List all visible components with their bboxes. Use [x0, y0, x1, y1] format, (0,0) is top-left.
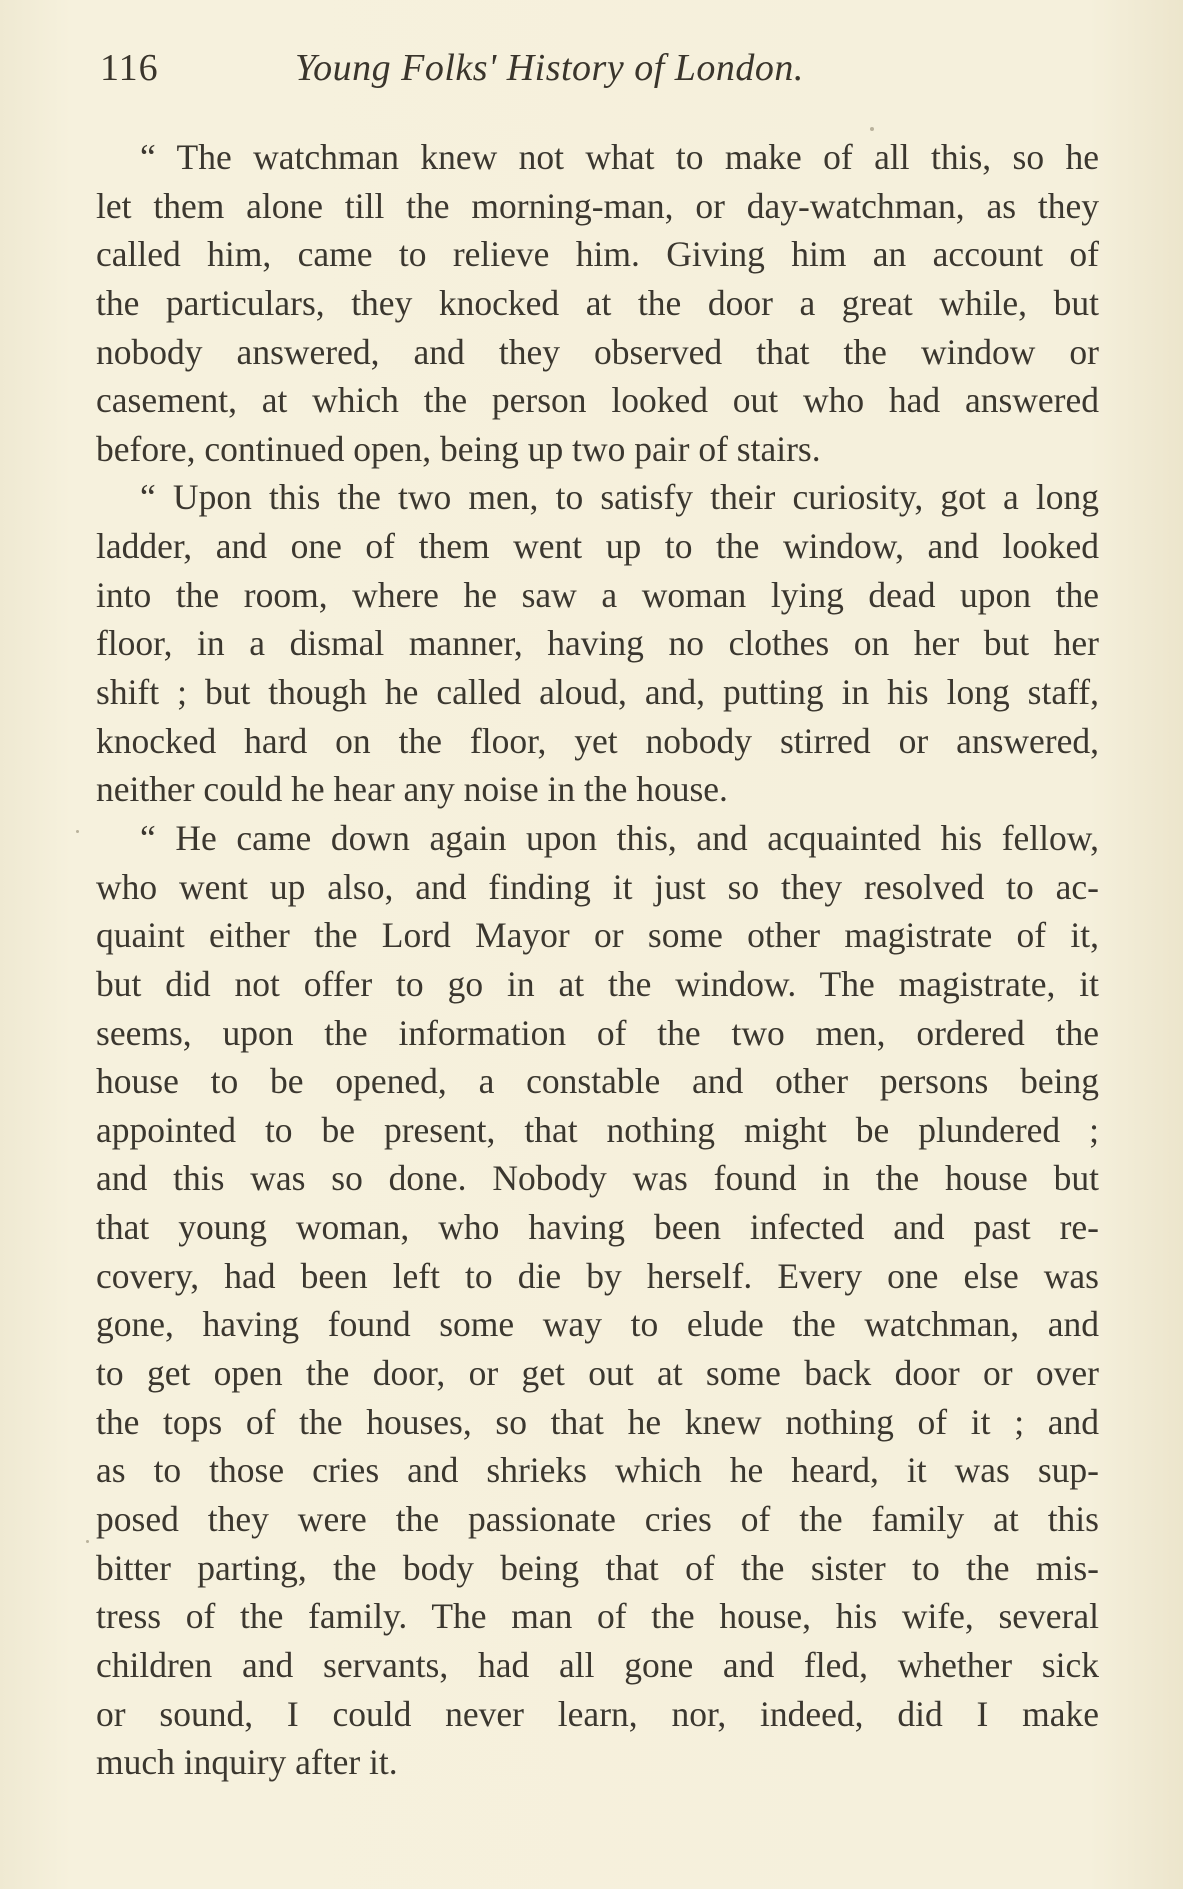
text-line: quaint either the Lord Mayor or some other magistrate of it,: [96, 915, 1099, 956]
text-line: floor, in a dismal manner, having no clothes on her but her: [96, 623, 1099, 664]
text-line: called him, came to relieve him. Giving him an account of: [96, 234, 1099, 275]
text-line: much inquiry after it.: [96, 1742, 398, 1783]
text-line: but did not offer to go in at the window. The magistrate, it: [96, 963, 1099, 1004]
text-line: nobody answered, and they observed that the window or: [96, 331, 1099, 372]
running-title: Young Folks' History of London.: [295, 47, 804, 89]
text-line: to get open the door, or get out at some back door or over: [96, 1353, 1099, 1394]
body-text: [96, 133, 1099, 1787]
text-line: ladder, and one of them went up to the window, and looked: [96, 526, 1099, 567]
text-line: bitter parting, the body being that of the sister to the mis-: [96, 1547, 1099, 1588]
text-line: the particulars, they knocked at the door a great while, but: [96, 282, 1099, 323]
text-line: or sound, I could never learn, nor, indeed, did I make: [96, 1693, 1099, 1734]
text-line: and this was so done. Nobody was found in the house but: [96, 1158, 1099, 1199]
text-line: as to those cries and shrieks which he heard, it was sup-: [96, 1450, 1099, 1491]
page-header: [100, 42, 920, 102]
paper-speck: [86, 1540, 89, 1543]
text-line: children and servants, had all gone and fled, whether sick: [96, 1644, 1099, 1685]
text-line: posed they were the passionate cries of the family at this: [96, 1498, 1099, 1539]
text-line: “ Upon this the two men, to satisfy their curiosity, got a long: [140, 477, 1099, 518]
text-line: seems, upon the information of the two men, ordered the: [96, 1012, 1099, 1053]
paper-speck: [76, 830, 79, 833]
text-line: appointed to be present, that nothing might be plundered ;: [96, 1109, 1099, 1150]
text-line: “ He came down again upon this, and acquainted his fellow,: [140, 817, 1099, 858]
text-line: before, continued open, being up two pair of stairs.: [96, 428, 821, 469]
text-line: tress of the family. The man of the house, his wife, several: [96, 1596, 1099, 1637]
text-line: that young woman, who having been infected and past re-: [96, 1207, 1099, 1248]
text-line: casement, at which the person looked out who had answered: [96, 380, 1099, 421]
text-line: “ The watchman knew not what to make of all this, so he: [140, 137, 1099, 177]
text-line: neither could he hear any noise in the house.: [96, 769, 728, 810]
text-line: covery, had been left to die by herself. Every one else was: [96, 1255, 1099, 1296]
page-number: 116: [100, 47, 159, 89]
text-line: who went up also, and finding it just so they resolved to ac-: [96, 866, 1099, 907]
paragraph: [96, 133, 1099, 473]
paragraph: [96, 473, 1099, 813]
text-line: gone, having found some way to elude the watchman, and: [96, 1304, 1099, 1345]
paragraph: [96, 814, 1099, 1787]
text-line: shift ; but though he called aloud, and, putting in his long staff,: [96, 672, 1099, 713]
text-line: house to be opened, a constable and other persons being: [96, 1061, 1099, 1102]
text-line: into the room, where he saw a woman lying dead upon the: [96, 574, 1099, 615]
text-line: the tops of the houses, so that he knew nothing of it ; and: [96, 1401, 1099, 1442]
paper-speck: [870, 127, 874, 131]
text-line: knocked hard on the floor, yet nobody stirred or answered,: [96, 720, 1099, 761]
text-line: let them alone till the morning-man, or day-watchman, as they: [96, 185, 1099, 226]
